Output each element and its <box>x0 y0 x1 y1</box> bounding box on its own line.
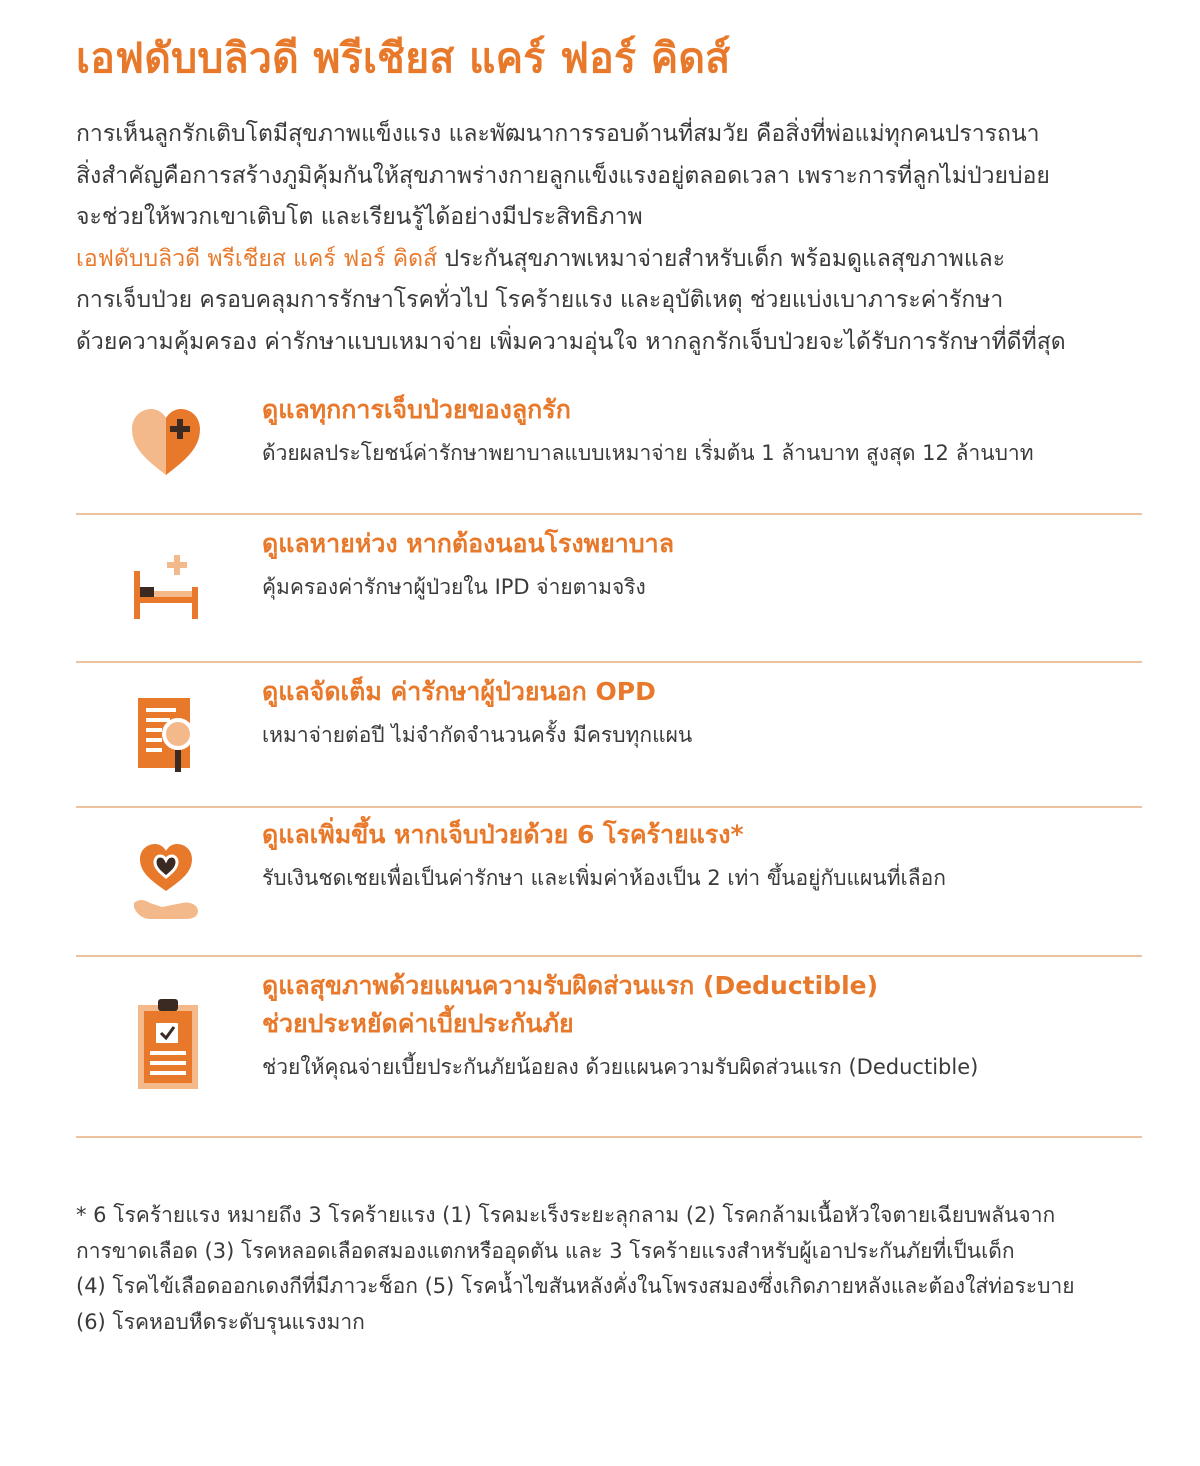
intro-line: การเห็นลูกรักเติบโตมีสุขภาพแข็งแรง และพัฒนาการรอบด้านที่สมวัย คือสิ่งที่พ่อแม่ทุกคนปรารถนา <box>76 121 1040 147</box>
feature-description: คุ้มครองค่ารักษาผู้ป่วยใน IPD จ่ายตามจริง <box>262 575 646 599</box>
feature-item <box>76 515 1142 663</box>
feature-title-line2: ช่วยประหยัดค่าเบี้ยประกันภัย <box>262 1009 574 1038</box>
feature-title: ดูแลหายห่วง หากต้องนอนโรงพยาบาล <box>262 529 675 558</box>
feature-title: ดูแลจัดเต็ม ค่ารักษาผู้ป่วยนอก OPD <box>262 677 656 706</box>
feature-title: ดูแลสุขภาพด้วยแผนความรับผิดส่วนแรก (Deductible) <box>262 971 879 1000</box>
feature-item <box>76 663 1142 808</box>
intro-brand-name: เอฟดับบลิวดี พรีเชียส แคร์ ฟอร์ คิดส์ <box>76 245 438 272</box>
hospital-bed-icon <box>126 549 206 629</box>
feature-title: ดูแลเพิ่มขึ้น หากเจ็บป่วยด้วย 6 โรคร้ายแรง* <box>262 820 744 849</box>
page-content <box>76 28 1142 1138</box>
feature-description: เหมาจ่ายต่อปี ไม่จำกัดจำนวนครั้ง มีครบทุกแผน <box>262 723 693 747</box>
heart-in-hand-icon <box>126 842 206 922</box>
intro-line: สิ่งสำคัญคือการสร้างภูมิคุ้มกันให้สุขภาพร่างกายลูกแข็งแรงอยู่ตลอดเวลา เพราะการที่ลูกไม่ป่วยบ่อย <box>76 162 1050 189</box>
footnote-line: (4) โรคไข้เลือดออกเดงกีที่มีภาวะช็อก (5) โรคน้ำไขสันหลังคั่งในโพรงสมองซึ่งเกิดภายหลังและต้องใส่ท่อระบาย <box>76 1274 1075 1298</box>
feature-description: ด้วยผลประโยชน์ค่ารักษาพยาบาลแบบเหมาจ่าย เริ่มต้น 1 ล้านบาท สูงสุด 12 ล้านบาท <box>262 441 1034 465</box>
feature-item <box>76 385 1142 515</box>
intro-line <box>76 239 1142 281</box>
feature-item <box>76 957 1142 1138</box>
clipboard-check-icon <box>126 1005 206 1085</box>
feature-list <box>76 385 1142 1138</box>
intro-line: ด้วยความคุ้มครอง ค่ารักษาแบบเหมาจ่าย เพิ่มความอุ่นใจ หากลูกรักเจ็บป่วยจะได้รับการรักษาที่ดีที่สุด <box>76 328 1066 355</box>
footnote-line: * 6 โรคร้ายแรง หมายถึง 3 โรคร้ายแรง (1) โรคมะเร็งระยะลุกลาม (2) โรคกล้ามเนื้อหัวใจตายเฉียบพลันจาก <box>76 1203 1056 1227</box>
footnote <box>76 1198 1146 1340</box>
intro-paragraph <box>76 114 1142 363</box>
feature-title: ดูแลทุกการเจ็บป่วยของลูกรัก <box>262 395 571 424</box>
intro-line: จะช่วยให้พวกเขาเติบโต และเรียนรู้ได้อย่างมีประสิทธิภาพ <box>76 204 643 230</box>
page-title: เอฟดับบลิวดี พรีเชียส แคร์ ฟอร์ คิดส์ <box>76 34 731 82</box>
intro-line: การเจ็บป่วย ครอบคลุมการรักษาโรคทั่วไป โรคร้ายแรง และอุบัติเหตุ ช่วยแบ่งเบาภาระค่ารักษา <box>76 287 1004 313</box>
footnote-line: การขาดเลือด (3) โรคหลอดเลือดสมองแตกหรืออุดตัน และ 3 โรคร้ายแรงสำหรับผู้เอาประกันภัยที่เป็นเด็ก <box>76 1238 1015 1263</box>
feature-item <box>76 808 1142 957</box>
document-magnifier-icon <box>126 695 206 775</box>
footnote-line: (6) โรคหอบหืดระดับรุนแรงมาก <box>76 1309 365 1334</box>
intro-line-rest: ประกันสุขภาพเหมาจ่ายสำหรับเด็ก พร้อมดูแลสุขภาพและ <box>437 245 1006 272</box>
feature-description: รับเงินชดเชยเพื่อเป็นค่ารักษา และเพิ่มค่าห้องเป็น 2 เท่า ขึ้นอยู่กับแผนที่เลือก <box>262 866 946 890</box>
feature-description: ช่วยให้คุณจ่ายเบี้ยประกันภัยน้อยลง ด้วยแผนความรับผิดส่วนแรก (Deductible) <box>262 1055 979 1079</box>
heart-plus-icon <box>126 401 206 481</box>
